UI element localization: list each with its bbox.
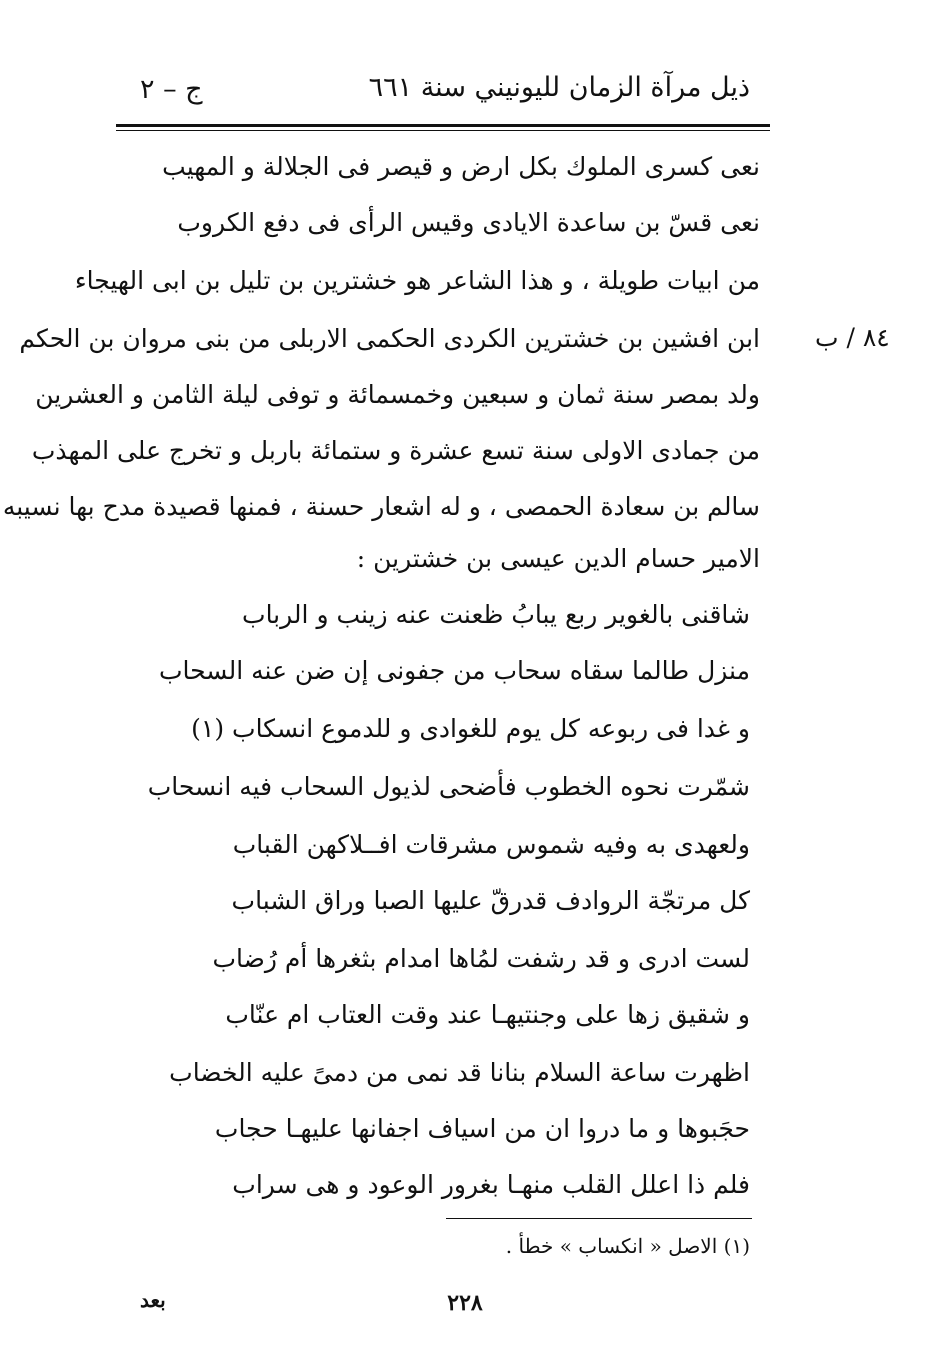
text-line: من جمادى الاولى سنة تسع عشرة و ستمائة باربل و تخرج على المهذب bbox=[31, 436, 760, 465]
footnote: (١) الاصل « انكساب » خطأ . bbox=[505, 1234, 750, 1258]
verse-line: كل مرتجّة الروادف قدرقّ عليها الصبا وراق الشباب bbox=[231, 886, 750, 915]
text-line: الامير حسام الدين عيسى بن خشترين : bbox=[356, 544, 760, 573]
catchword: بعد bbox=[140, 1288, 166, 1312]
verse-line: فلم ذا اعلل القلب منهـا بغرور الوعود و هى سراب bbox=[232, 1170, 750, 1199]
page-number: ٢٢٨ bbox=[447, 1290, 483, 1316]
verse-line: ولعهدى به وفيه شموس مشرقات افــلاكهن القباب bbox=[232, 830, 750, 859]
text-line: نعى قسّ بن ساعدة الايادى وقيس الرأى فى دفع الكروب bbox=[177, 208, 760, 237]
footnote-rule bbox=[446, 1218, 752, 1219]
margin-folio-note: ٨٤ / ب bbox=[815, 323, 890, 352]
verse-line: و غدا فى ربوعه كل يوم للغوادى و للدموع انسكاب (١) bbox=[191, 714, 750, 743]
verse-line: حجَبوها و ما دروا ان من اسياف اجفانها عليهـا حجاب bbox=[214, 1114, 750, 1143]
header-rule bbox=[116, 124, 770, 127]
verse-line: منزل طالما سقاه سحاب من جفونى إن ضن عنه السحاب bbox=[159, 656, 750, 685]
text-line: من ابيات طويلة ، و هذا الشاعر هو خشترين بن تليل بن ابى الهيجاء bbox=[74, 266, 760, 295]
text-line: نعى كسرى الملوك بكل ارض و قيصر فى الجلالة و المهيب bbox=[162, 152, 760, 181]
text-line: ولد بمصر سنة ثمان و سبعين وخمسمائة و توفى ليلة الثامن و العشرين bbox=[35, 380, 760, 409]
volume-label: ج – ٢ bbox=[140, 74, 203, 105]
header-rule-thin bbox=[116, 130, 770, 131]
verse-line: لست ادرى و قد رشفت لمُاها امدام بثغرها أم رُضاب bbox=[212, 944, 750, 973]
text-line: ابن افشين بن خشترين الكردى الحكمى الاربلى من بنى مروان بن الحكم bbox=[19, 324, 760, 353]
text-line: سالم بن سعادة الحمصى ، و له اشعار حسنة ، فمنها قصيدة مدح بها نسيبه bbox=[2, 492, 760, 521]
verse-line: شاقنى بالغوير ربع يبابُ ظعنت عنه زينب و الرباب bbox=[242, 600, 750, 629]
verse-line: اظهرت ساعة السلام بنانا قد نمى من دمىً عليه الخضاب bbox=[169, 1058, 750, 1087]
verse-line: شمّرت نحوه الخطوب فأضحى لذيول السحاب فيه انسحاب bbox=[147, 772, 750, 801]
running-title: ذيل مرآة الزمان لليونيني سنة ٦٦١ bbox=[368, 72, 750, 103]
verse-line: و شقيق زها على وجنتيهـا عند وقت العتاب ام عنّاب bbox=[225, 1000, 750, 1029]
